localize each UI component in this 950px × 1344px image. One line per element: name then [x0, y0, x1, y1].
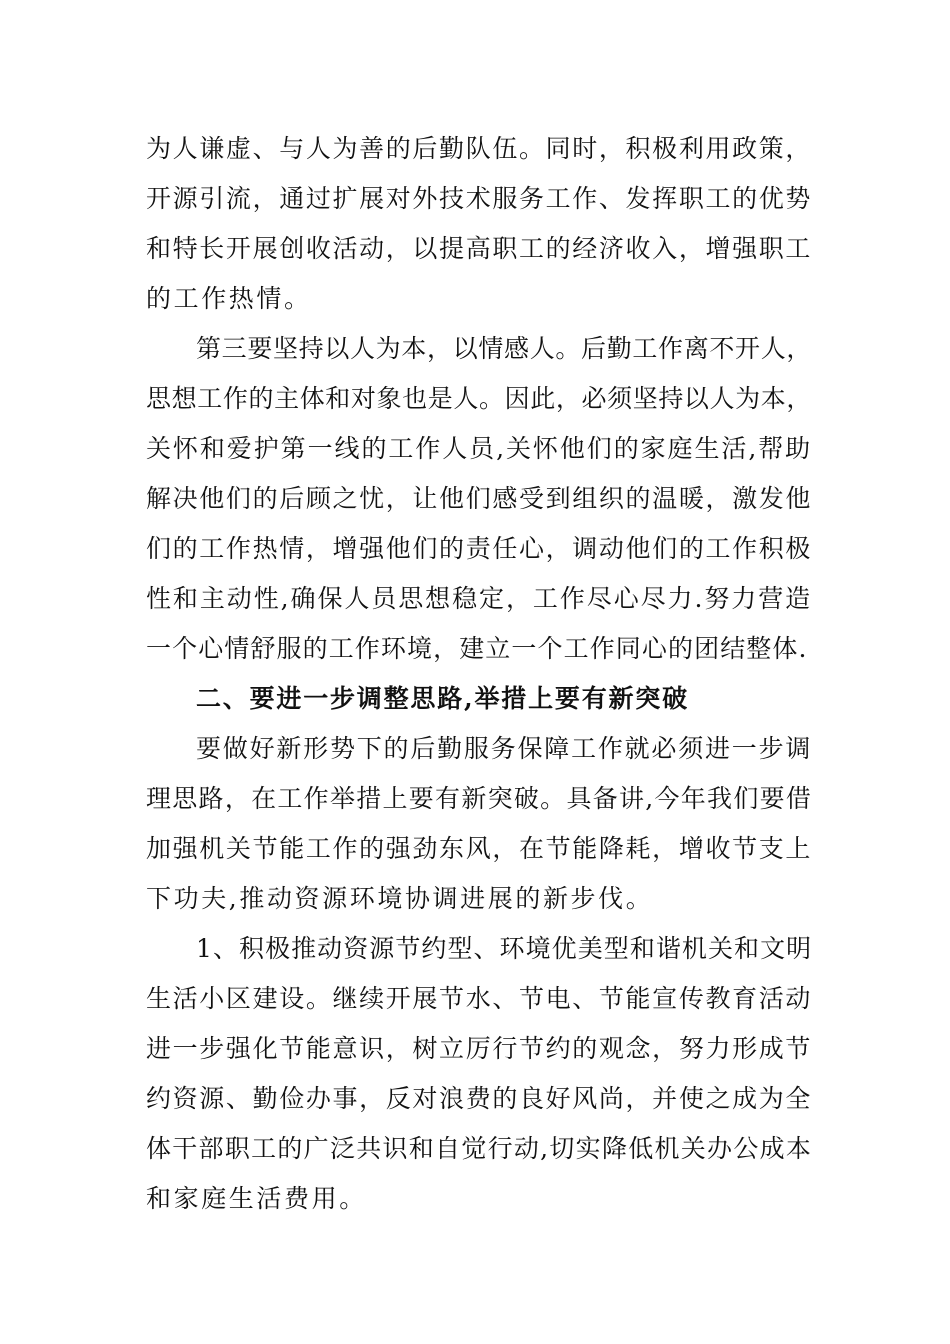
section-heading: 二、要进一步调整思路,举措上要有新突破: [196, 684, 689, 713]
paragraph-line: 和特长开展创收活动，以提高职工的经济收入，增强职工: [146, 234, 812, 263]
paragraph-line: 1、积极推动资源节约型、环境优美型和谐机关和文明: [196, 934, 812, 963]
paragraph-line: 加强机关节能工作的强劲东风，在节能降耗，增收节支上: [146, 834, 812, 863]
paragraph-line: 一个心情舒服的工作环境，建立一个工作同心的团结整体.: [146, 634, 808, 663]
section-heading-2: [146, 674, 812, 724]
paragraph-line: 解决他们的后顾之忧，让他们感受到组织的温暖，激发他: [146, 484, 812, 513]
paragraph-line: 为人谦虚、与人为善的后勤队伍。同时，积极利用政策，: [146, 134, 812, 163]
paragraph-line: 第三要坚持以人为本，以情感人。后勤工作离不开人，: [196, 334, 812, 363]
paragraph-line: 理思路，在工作举措上要有新突破。具备讲,今年我们要借: [146, 784, 812, 813]
paragraph-3: [146, 724, 812, 924]
paragraph-line: 们的工作热情，增强他们的责任心，调动他们的工作积极: [146, 534, 812, 563]
paragraph-line: 开源引流，通过扩展对外技术服务工作、发挥职工的优势: [146, 184, 812, 213]
paragraph-line: 关怀和爱护第一线的工作人员,关怀他们的家庭生活,帮助: [146, 434, 812, 463]
paragraph-line: 生活小区建设。继续开展节水、节电、节能宣传教育活动: [146, 984, 812, 1013]
paragraph-line: 进一步强化节能意识，树立厉行节约的观念，努力形成节: [146, 1034, 812, 1063]
document-body: [146, 124, 812, 1224]
paragraph-2: [146, 324, 812, 674]
paragraph-line: 性和主动性,确保人员思想稳定，工作尽心尽力.努力营造: [146, 584, 812, 613]
paragraph-1: [146, 124, 812, 324]
paragraph-line: 下功夫,推动资源环境协调进展的新步伐。: [146, 884, 654, 913]
paragraph-4: [146, 924, 812, 1224]
paragraph-line: 的工作热情。: [146, 284, 312, 313]
paragraph-line: 约资源、勤俭办事，反对浪费的良好风尚，并使之成为全: [146, 1084, 812, 1113]
paragraph-line: 和家庭生活费用。: [146, 1184, 367, 1213]
paragraph-line: 体干部职工的广泛共识和自觉行动,切实降低机关办公成本: [146, 1134, 812, 1163]
paragraph-line: 要做好新形势下的后勤服务保障工作就必须进一步调: [196, 734, 812, 763]
paragraph-line: 思想工作的主体和对象也是人。因此，必须坚持以人为本，: [146, 384, 812, 413]
